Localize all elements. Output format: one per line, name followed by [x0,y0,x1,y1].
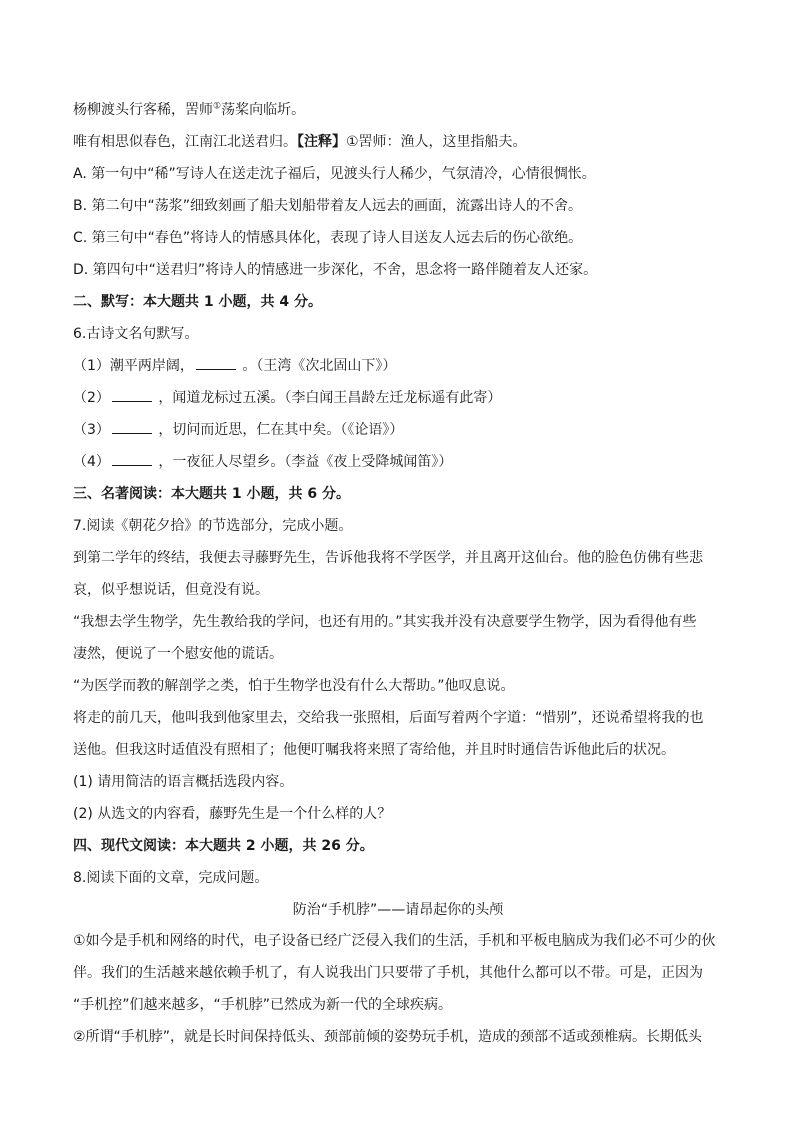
section-rest: 本大题共 1 小题，共 4 分。 [143,294,322,310]
q7-paragraph-2a: “我想去学生物学，先生教给我的学问，也还有用的。”其实我并没有决意要学生物学，因为看得他有些 [73,614,697,630]
option-a: A. 第一句中“稀”写诗人在送走沈子福后，见渡头行人稀少，气氛清冷，心情很惆怅。 [73,166,596,182]
poem-text: 荡桨向临圻。 [221,102,306,118]
section-prefix: 三、名著阅读： [73,486,171,502]
page-content [73,100,723,1059]
section-prefix: 二、默写： [73,294,143,310]
section-4-heading [73,836,723,857]
answer-blank[interactable] [112,389,152,402]
poem-text: 唯有相思似春色，江南江北送君归。 [73,134,297,150]
q8-paragraph-1a: ①如今是手机和网络的时代，电子设备已经广泛侵入我们的生活，手机和平板电脑成为我们必不可少的伙 [73,933,716,949]
q7-subquestion-2: (2) 从选文的内容看，藤野先生是一个什么样的人？ [73,806,392,822]
item-text: ，一夜征人尽望乡。（李益《夜上受降城闻笛》） [153,454,453,470]
q7-paragraph-4a: 将走的前几天，他叫我到他家里去，交给我一张照相，后面写着两个字道：“惜别”，还说希望将我的也 [73,710,704,726]
q7-paragraph-4b: 送他。但我这时适值没有照相了；他便叮嘱我将来照了寄给他，并且时时通信告诉他此后的状况。 [73,742,675,758]
answer-blank[interactable] [196,357,236,370]
q8-paragraph-1b: 伴。我们的生活越来越依赖手机了，有人说我出门只要带了手机，其他什么都可以不带。可是，正因为 [73,965,703,981]
section-prefix: 四、现代文阅读： [73,838,185,854]
q6-title: 6.古诗文名句默写。 [73,326,199,342]
note-text: ①罟师：渔人，这里指船夫。 [346,134,527,150]
option-d: D. 第四句中“送君归”将诗人的情感进一步深化，不舍，思念将一路伴随着友人还家。 [73,262,598,278]
q8-paragraph-1c: “手机控”们越来越多，“手机脖”已然成为新一代的全球疾病。 [73,997,453,1013]
q6-item-1 [73,356,723,377]
item-text: 。（王湾《次北固山下》） [237,358,397,374]
q7-paragraph-2b: 凄然，便说了一个慰安他的谎话。 [73,646,283,662]
q6-item-2 [73,388,723,409]
poem-line-4 [73,132,723,153]
q7-title: 7.阅读《朝花夕拾》的节选部分，完成小题。 [73,518,353,534]
q6-item-3 [73,420,723,441]
poem-line-3 [73,100,723,121]
q7-paragraph-3: “为医学而教的解剖学之类，怕于生物学也没有什么大帮助。”他叹息说。 [73,678,515,694]
item-label: （4） [73,454,110,470]
item-label: （1）潮平两岸阔， [73,358,194,374]
q7-paragraph-1b: 哀，似乎想说话，但竟没有说。 [73,582,269,598]
option-b: B. 第二句中“荡浆”细致刻画了船夫划船带着友人远去的画面，流露出诗人的不舍。 [73,198,583,214]
section-2-heading [73,292,723,313]
item-text: ，闻道龙标过五溪。（李白闻王昌龄左迁龙标遥有此寄） [153,390,502,406]
q8-title: 8.阅读下面的文章，完成问题。 [73,870,269,886]
note-label: 【注释】 [297,134,346,150]
item-text: ，切问而近思，仁在其中矣。（《论语》） [153,422,404,438]
q7-subquestion-1: (1) 请用简洁的语言概括选段内容。 [73,774,294,790]
item-label: （2） [73,390,110,406]
answer-blank[interactable] [112,453,152,466]
q6-item-4 [73,452,723,473]
note-mark: ① [213,101,222,112]
section-3-heading [73,484,723,505]
q8-paragraph-2a: ②所谓“手机脖”，就是长时间保持低头、颈部前倾的姿势玩手机，造成的颈部不适或颈椎病。长期低头 [73,1029,703,1045]
article-title: 防治“手机脖”——请昂起你的头颅 [292,902,504,918]
section-rest: 本大题共 1 小题，共 6 分。 [171,486,350,502]
poem-text: 杨柳渡头行客稀，罟师 [73,102,213,118]
section-rest: 本大题共 2 小题，共 26 分。 [185,838,374,854]
option-c: C. 第三句中“春色”将诗人的情感具体化，表现了诗人目送友人远去后的伤心欲绝。 [73,230,583,246]
answer-blank[interactable] [112,421,152,434]
q7-paragraph-1a: 到第二学年的终结，我便去寻藤野先生，告诉他我将不学医学，并且离开这仙台。他的脸色仿佛有些悲 [73,550,703,566]
item-label: （3） [73,422,110,438]
